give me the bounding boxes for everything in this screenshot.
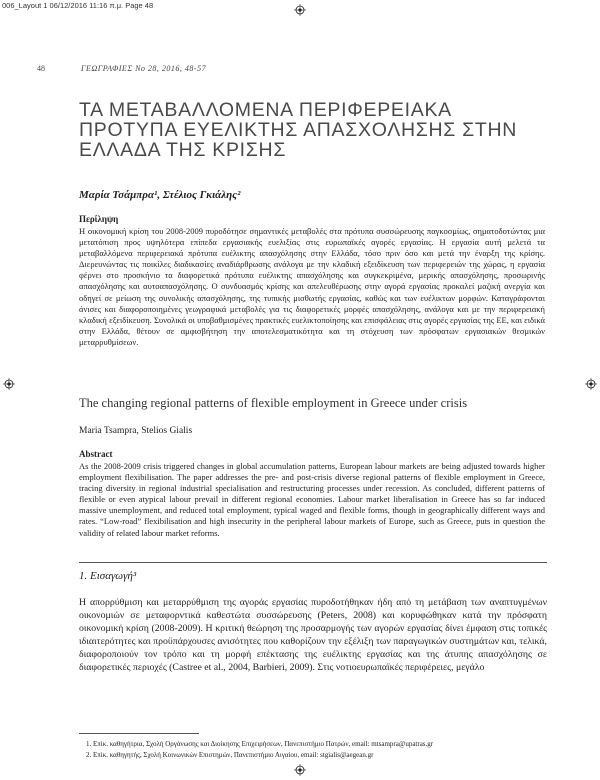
registration-mark-icon [3,378,15,390]
article-title-greek: ΤΑ ΜΕΤΑΒΑΛΛΟΜΕΝΑ ΠΕΡΙΦΕΡΕΙΑΚΑ ΠΡΟΤΥΠΑ ΕΥΕΛΙΚΤΗΣ ΑΠΑΣΧΟΛΗΣΗΣ ΣΤΗΝ ΕΛΛΑΔΑ ΤΗΣ ΚΡΙΣΗΣ [79,99,518,161]
abstract-heading-english: Abstract [79,449,113,459]
footnote-1: 1. Επίκ. καθηγήτρια, Σχολή Οργάνωσης και Διοίκησης Επιχειρήσεων, Πανεπιστήμιο Πατρών, email: mtsampra@upatras.gr [86,740,434,748]
section-title: 1. Εισαγωγή³ [79,570,137,582]
print-slug: 006_Layout 1 06/12/2016 11:16 π.μ. Page 48 [2,1,154,10]
footnote-2: 2. Επίκ. καθηγητής, Σχολή Κοινωνικών Επιστημών, Πανεπιστήμιο Αιγαίου, email: stgialis@aegean.gr [86,751,374,759]
abstract-greek: Η οικονομική κρίση του 2008-2009 πυροδότησε σημαντικές μεταβολές στα πρότυπα συσσώρευσης παγκοσμίως, σηματοδοτώντας μια μετατόπιση προς υψηλότερα επίπεδα εργασιακής ευελιξίας στις ευρωπαϊκές αγορές εργασίας. Η εργασία αυτή μελετά τα μεταβαλλόμενα περιφερειακά πρότυπα ευέλικτης απασχόλησης στην Ελλάδα, τόσο πριν όσο και μετά την έναρξη της κρίσης. Διερευνώντας τις ποικίλες διαδικασίες αναδιάρθρωσης ανάλογα με την κλαδική εξειδίκευση των περιφερειών της χώρας, η εργασία φέρνει στο προσκήνιο τα διαφορετικά πρότυπα ευέλικτης απασχόλησης και συγκεκριμένα, μερικής απασχόλησης, προσωρινής απασχόλησης και αυτοαπασχόλησης. Ο συνδυασμός κρίσης και απελευθέρωσης στην αγορά εργασίας προκαλεί μαζική ανεργία και οδηγεί σε μείωση της συνολικής απασχόλησης, της τυπικής μισθωτής εργασίας, καθώς και των ευέλικτων μορφών. Καταγράφονται άνισες και διαφοροποιημένες γεωγραφικά μεταβολές για τις διαφορετικές μορφές απασχόλησης, ανάλογα και με την περιφερειακή κλαδική εξειδίκευση. Συνολικά οι υποβαθμισμένες πρακτικές ευελικτοποίησης και επισφάλειας στις αγορές εργασίας της ΕΕ, και ειδικά στην Ελλάδα, θέτουν σε αμφισβήτηση την αποτελεσματικότητα και τη στόχευση των πρόσφατων εργασιακών θεσμικών μεταρρυθμίσεων. [79,226,545,347]
registration-mark-icon [294,4,306,16]
page-number: 48 [37,64,45,73]
footnote-rule [79,733,199,734]
authors-greek: Μαρία Τσάμπρα¹, Στέλιος Γκιάλης² [79,189,241,201]
article-title-english: The changing regional patterns of flexible employment in Greece under crisis [79,396,468,410]
section-divider [79,562,547,563]
section-body: Η απορρύθμιση και μεταρρύθμιση της αγοράς εργασίας πυροδοτήθηκαν ήδη από τη μετάβαση των αναπτυγμένων οικονομιών σε μεταφορντικά καθεστώτα συσσώρευσης (Peters, 2008) και κορυφώθηκαν κατά την πρόσφατη οικονομική κρίση (2008-2009). Η κριτική θεώρηση της προσαρμογής των αγορών εργασίας δίνει έμφαση στις τοπικές ιδιαιτερότητες και προϋπάρχουσες ανισότητες που καθορίζουν την εξέλιξη των παραγωγικών συστημάτων και, τελικά, διαφοροποιούν τον τρόπο και τη μορφή επέκτασης της ευέλικτης εργασίας και της άτυπης απασχόλησης σε διαφορετικές περιοχές (Castree et al., 2004, Barbieri, 2009). Στις νοτιοευρωπαϊκές περιφέρειες, μεγάλο [79,597,547,674]
running-header: ΓΕΩΓΡΑΦΙΕΣ Νο 28, 2016, 48-57 [81,64,207,73]
authors-english: Maria Tsampra, Stelios Gialis [79,426,193,436]
registration-mark-icon [585,378,597,390]
abstract-english: As the 2008-2009 crisis triggered changes in global accumulation patterns, European labour markets are being adjusted towards higher employment flexibilisation. The paper addresses the pre- and post-crisis diverse regional patterns of flexible employment in Greece, tracing diversity in regional industrial specialisation and restructuring processes under recession. As concluded, different patterns of flexible or even atypical labour prevail in different regional economies. Labour market liberalisation in Greece has so far induced massive unemployment, and reduced total employment, typical waged and flexible forms, though in geographically different ways and rates. “Low-road” flexibilisation and high insecurity in the peripheral labour markets of Europe, such as Greece, puts in question the validity of related labour market reforms. [79,461,545,538]
abstract-heading-greek: Περίληψη [79,214,119,224]
registration-mark-icon [294,764,306,776]
